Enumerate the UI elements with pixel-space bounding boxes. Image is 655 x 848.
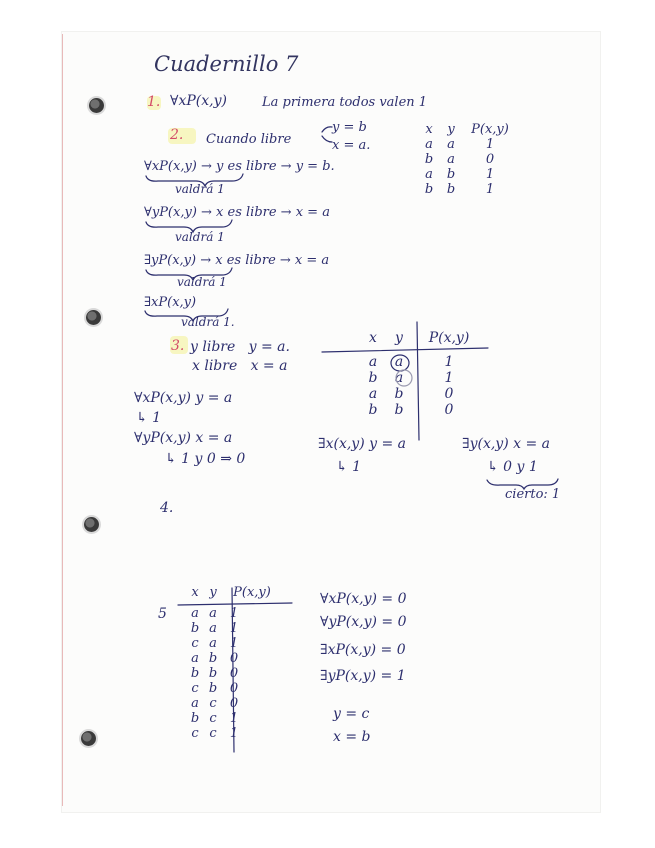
table-cell: a [209,606,217,621]
table-cell: 0 [229,681,239,696]
table-row [186,681,282,696]
exercise-3-right-note: cierto: 1 [505,487,561,502]
table-row [186,726,282,741]
exercise-2-line-1: ∀xP(x,y) → y es libre → y = b. [144,159,335,174]
table-cell: 0 [485,152,495,167]
table-cell: b [446,182,456,197]
exercise-1-note: La primera todos valen 1 [262,95,428,110]
exercise-3-left-2-result: ↳ 1 y 0 ⇒ 0 [165,451,246,467]
table-cell: 0 [229,696,239,711]
exercise-5-result-3: ∃xP(x,y) = 0 [320,642,406,658]
table-cell: b [424,152,434,167]
exercise-5-var-y: y = c [333,706,370,722]
exercise-3-number: 3. [171,338,185,354]
table-cell: 1 [485,137,495,152]
table-cell: 0 [444,386,454,402]
binder-hole [81,731,96,746]
exercise-2-lead: Cuando libre [206,132,292,147]
table-cell: b [190,621,200,636]
table-cell: a [209,621,217,636]
table-cell: b [190,711,200,726]
table-cell: a [191,651,199,666]
exercise-3-middle-result: ↳ 1 [336,459,362,475]
table-cell: b [424,182,434,197]
table-cell: b [394,402,404,418]
exercise-2-result-1: valdrá 1 [175,182,225,196]
table-cell: 1 [444,370,454,386]
table-cell: a [394,370,404,386]
table-cell: b [208,651,218,666]
table-cell: b [208,681,218,696]
binder-hole [89,98,104,113]
table-cell: a [191,696,199,711]
exercise-5-number: 5 [158,606,167,622]
table-row [186,696,282,711]
table-cell: a [394,354,404,370]
binder-hole [84,517,99,532]
table-row [186,711,282,726]
table-cell: 0 [229,666,239,681]
table-cell: 1 [229,636,239,651]
table-row [186,636,282,651]
table-header: y [209,585,217,600]
table-cell: 0 [229,651,239,666]
exercise-2-case-x: x = a. [332,138,371,153]
table-row [360,354,486,370]
exercise-5-result-2: ∀yP(x,y) = 0 [320,614,407,630]
exercise-5-result-1: ∀xP(x,y) = 0 [320,591,407,607]
table-row [418,182,518,197]
table-row [186,651,282,666]
table-row [418,167,518,182]
exercise-2-table [418,122,518,197]
table-cell: a [209,636,217,651]
table-cell: b [394,386,404,402]
exercise-2-line-4: ∃xP(x,y) [144,295,197,310]
exercise-1-number: 1. [147,94,161,110]
table-cell: 1 [229,621,239,636]
table-row [418,152,518,167]
exercise-2-line-2: ∀yP(x,y) → x es libre → x = a [144,205,330,220]
exercise-3-x-free: x libre x = a [192,358,288,374]
table-cell: 0 [444,402,454,418]
table-cell: 1 [229,726,239,741]
exercise-2-result-2: valdrá 1 [175,230,225,244]
table-cell: b [368,370,378,386]
table-cell: c [191,726,199,741]
table-cell: c [209,711,217,726]
table-cell: a [368,354,378,370]
table-cell: a [368,386,378,402]
exercise-2-number: 2. [170,127,184,143]
exercise-3-right-result: ↳ 0 y 1 [487,459,538,475]
table-cell: a [447,137,455,152]
exercise-3-right: ∃y(x,y) x = a [462,436,551,452]
table-cell: a [425,167,433,182]
exercise-2-result-4: valdrá 1. [181,315,235,329]
table-cell: a [425,137,433,152]
table-cell: b [190,666,200,681]
exercise-3-y-free: y libre y = a. [190,339,290,355]
binder-hole [86,310,101,325]
exercise-2-result-3: valdrá 1 [177,275,227,289]
exercise-2-line-3: ∃yP(x,y) → x es libre → x = a [144,253,330,268]
table-cell: c [209,726,217,741]
table-cell: a [447,152,455,167]
exercise-5-result-4: ∃yP(x,y) = 1 [320,668,406,684]
exercise-3-middle: ∃x(x,y) y = a [318,436,407,452]
table-cell: 1 [485,167,495,182]
table-row [360,370,486,386]
table-cell: 1 [485,182,495,197]
table-header: x [191,585,199,600]
table-row [418,137,518,152]
exercise-1-formula: ∀xP(x,y) [170,93,227,109]
table-cell: 1 [229,711,239,726]
exercise-3-left-1-result: ↳ 1 [136,410,162,426]
table-cell: b [446,167,456,182]
table-row [360,386,486,402]
table-row [360,402,486,418]
exercise-3-left-1: ∀xP(x,y) y = a [134,390,233,406]
table-row [186,666,282,681]
exercise-5-table [186,585,282,741]
table-cell: c [191,681,199,696]
margin-line [62,34,63,806]
exercise-2-case-y: y = b [332,120,367,135]
table-header: y [395,330,403,346]
table-cell: a [191,606,199,621]
table-cell: c [191,636,199,651]
table-cell: 1 [444,354,454,370]
table-header: y [447,122,455,137]
table-cell: c [209,696,217,711]
exercise-3-left-2: ∀yP(x,y) x = a [134,430,233,446]
table-header: x [369,330,377,346]
table-header: P(x,y) [471,122,509,137]
exercise-4-number: 4. [160,500,174,516]
table-header: P(x,y) [233,585,271,600]
table-header: x [425,122,433,137]
exercise-3-table [360,330,486,418]
table-row [186,621,282,636]
table-cell: b [208,666,218,681]
table-cell: b [368,402,378,418]
page-title: Cuadernillo 7 [154,52,299,76]
table-cell: 1 [229,606,239,621]
table-row [186,606,282,621]
exercise-5-var-x: x = b [333,729,371,745]
table-header: P(x,y) [428,330,470,346]
